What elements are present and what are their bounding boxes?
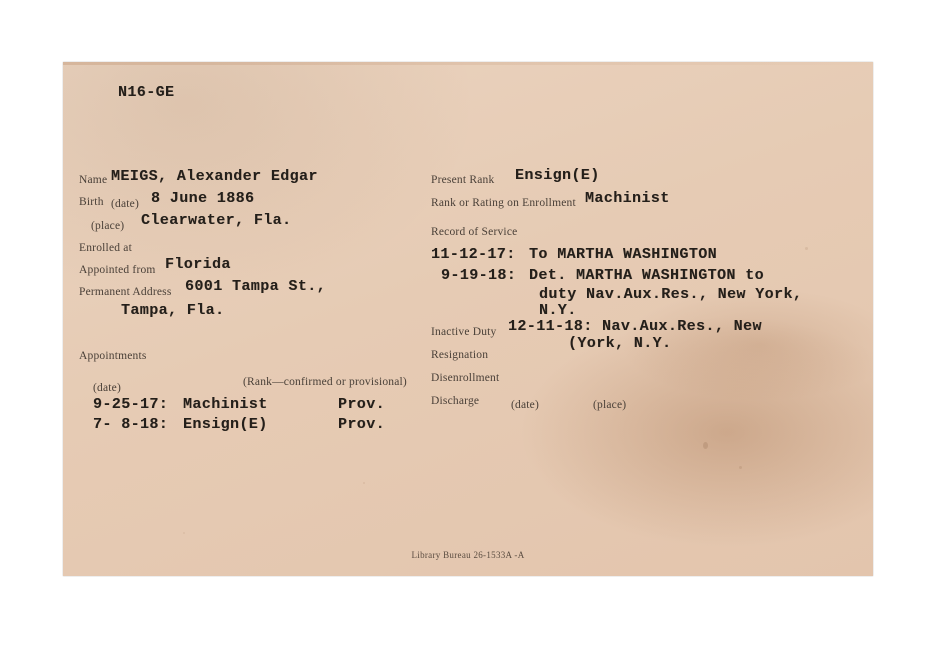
discharge-label: Discharge bbox=[431, 395, 480, 407]
paper-speck bbox=[805, 247, 808, 250]
appointment-rank: Machinist bbox=[183, 396, 268, 413]
disenrollment-label: Disenrollment bbox=[431, 372, 500, 384]
inactive-duty-label: Inactive Duty bbox=[431, 326, 497, 338]
rank-or-rating-value: Machinist bbox=[585, 190, 670, 207]
permanent-address-label: Permanent Address bbox=[79, 286, 172, 298]
permanent-address-value: 6001 Tampa St., bbox=[185, 278, 327, 295]
permanent-address-value-2: Tampa, Fla. bbox=[121, 302, 225, 319]
appointment-status: Prov. bbox=[338, 416, 386, 433]
appointment-status: Prov. bbox=[338, 396, 386, 413]
birth-label: Birth bbox=[79, 196, 104, 208]
appointed-from-value: Florida bbox=[165, 256, 231, 273]
rank-or-rating-label: Rank or Rating on Enrollment bbox=[431, 197, 576, 209]
card-code: N16-GE bbox=[118, 84, 175, 101]
paper-speck bbox=[363, 482, 365, 484]
enrolled-at-label: Enrolled at bbox=[79, 242, 132, 254]
inactive-duty-value: 12-11-18: Nav.Aux.Res., New bbox=[508, 318, 762, 335]
appointments-date-label: (date) bbox=[93, 382, 122, 394]
record-of-service-label: Record of Service bbox=[431, 226, 518, 238]
appointment-rank: Ensign(E) bbox=[183, 416, 268, 433]
resignation-label: Resignation bbox=[431, 349, 489, 361]
discharge-place-label: (place) bbox=[593, 399, 627, 411]
paper-speck bbox=[703, 442, 708, 449]
birth-place-label: (place) bbox=[91, 220, 125, 232]
appointment-date: 9-25-17: bbox=[93, 396, 169, 413]
birth-date-label: (date) bbox=[111, 198, 140, 210]
appointed-from-label: Appointed from bbox=[79, 264, 156, 276]
service-date: 9-19-18: bbox=[441, 267, 517, 284]
name-value: MEIGS, Alexander Edgar bbox=[111, 168, 318, 185]
paper-speck bbox=[739, 466, 742, 469]
service-text-2: duty Nav.Aux.Res., New York, bbox=[539, 286, 803, 303]
discharge-date-label: (date) bbox=[511, 399, 540, 411]
service-record-card bbox=[63, 62, 873, 576]
footer-imprint: Library Bureau 26-1533A -A bbox=[411, 550, 525, 560]
present-rank-label: Present Rank bbox=[431, 174, 495, 186]
paper-speck bbox=[183, 532, 185, 534]
name-label: Name bbox=[79, 174, 108, 186]
birth-place-value: Clearwater, Fla. bbox=[141, 212, 292, 229]
birth-date-value: 8 June 1886 bbox=[151, 190, 255, 207]
appointments-rank-label: (Rank—confirmed or provisional) bbox=[243, 376, 407, 388]
appointments-label: Appointments bbox=[79, 350, 147, 362]
service-date: 11-12-17: bbox=[431, 246, 516, 263]
service-text: To MARTHA WASHINGTON bbox=[529, 246, 718, 263]
service-text: Det. MARTHA WASHINGTON to bbox=[529, 267, 765, 284]
present-rank-value: Ensign(E) bbox=[515, 167, 600, 184]
appointment-date: 7- 8-18: bbox=[93, 416, 169, 433]
service-text-3: N.Y. bbox=[539, 302, 577, 319]
inactive-duty-value-2: (York, N.Y. bbox=[568, 335, 672, 352]
